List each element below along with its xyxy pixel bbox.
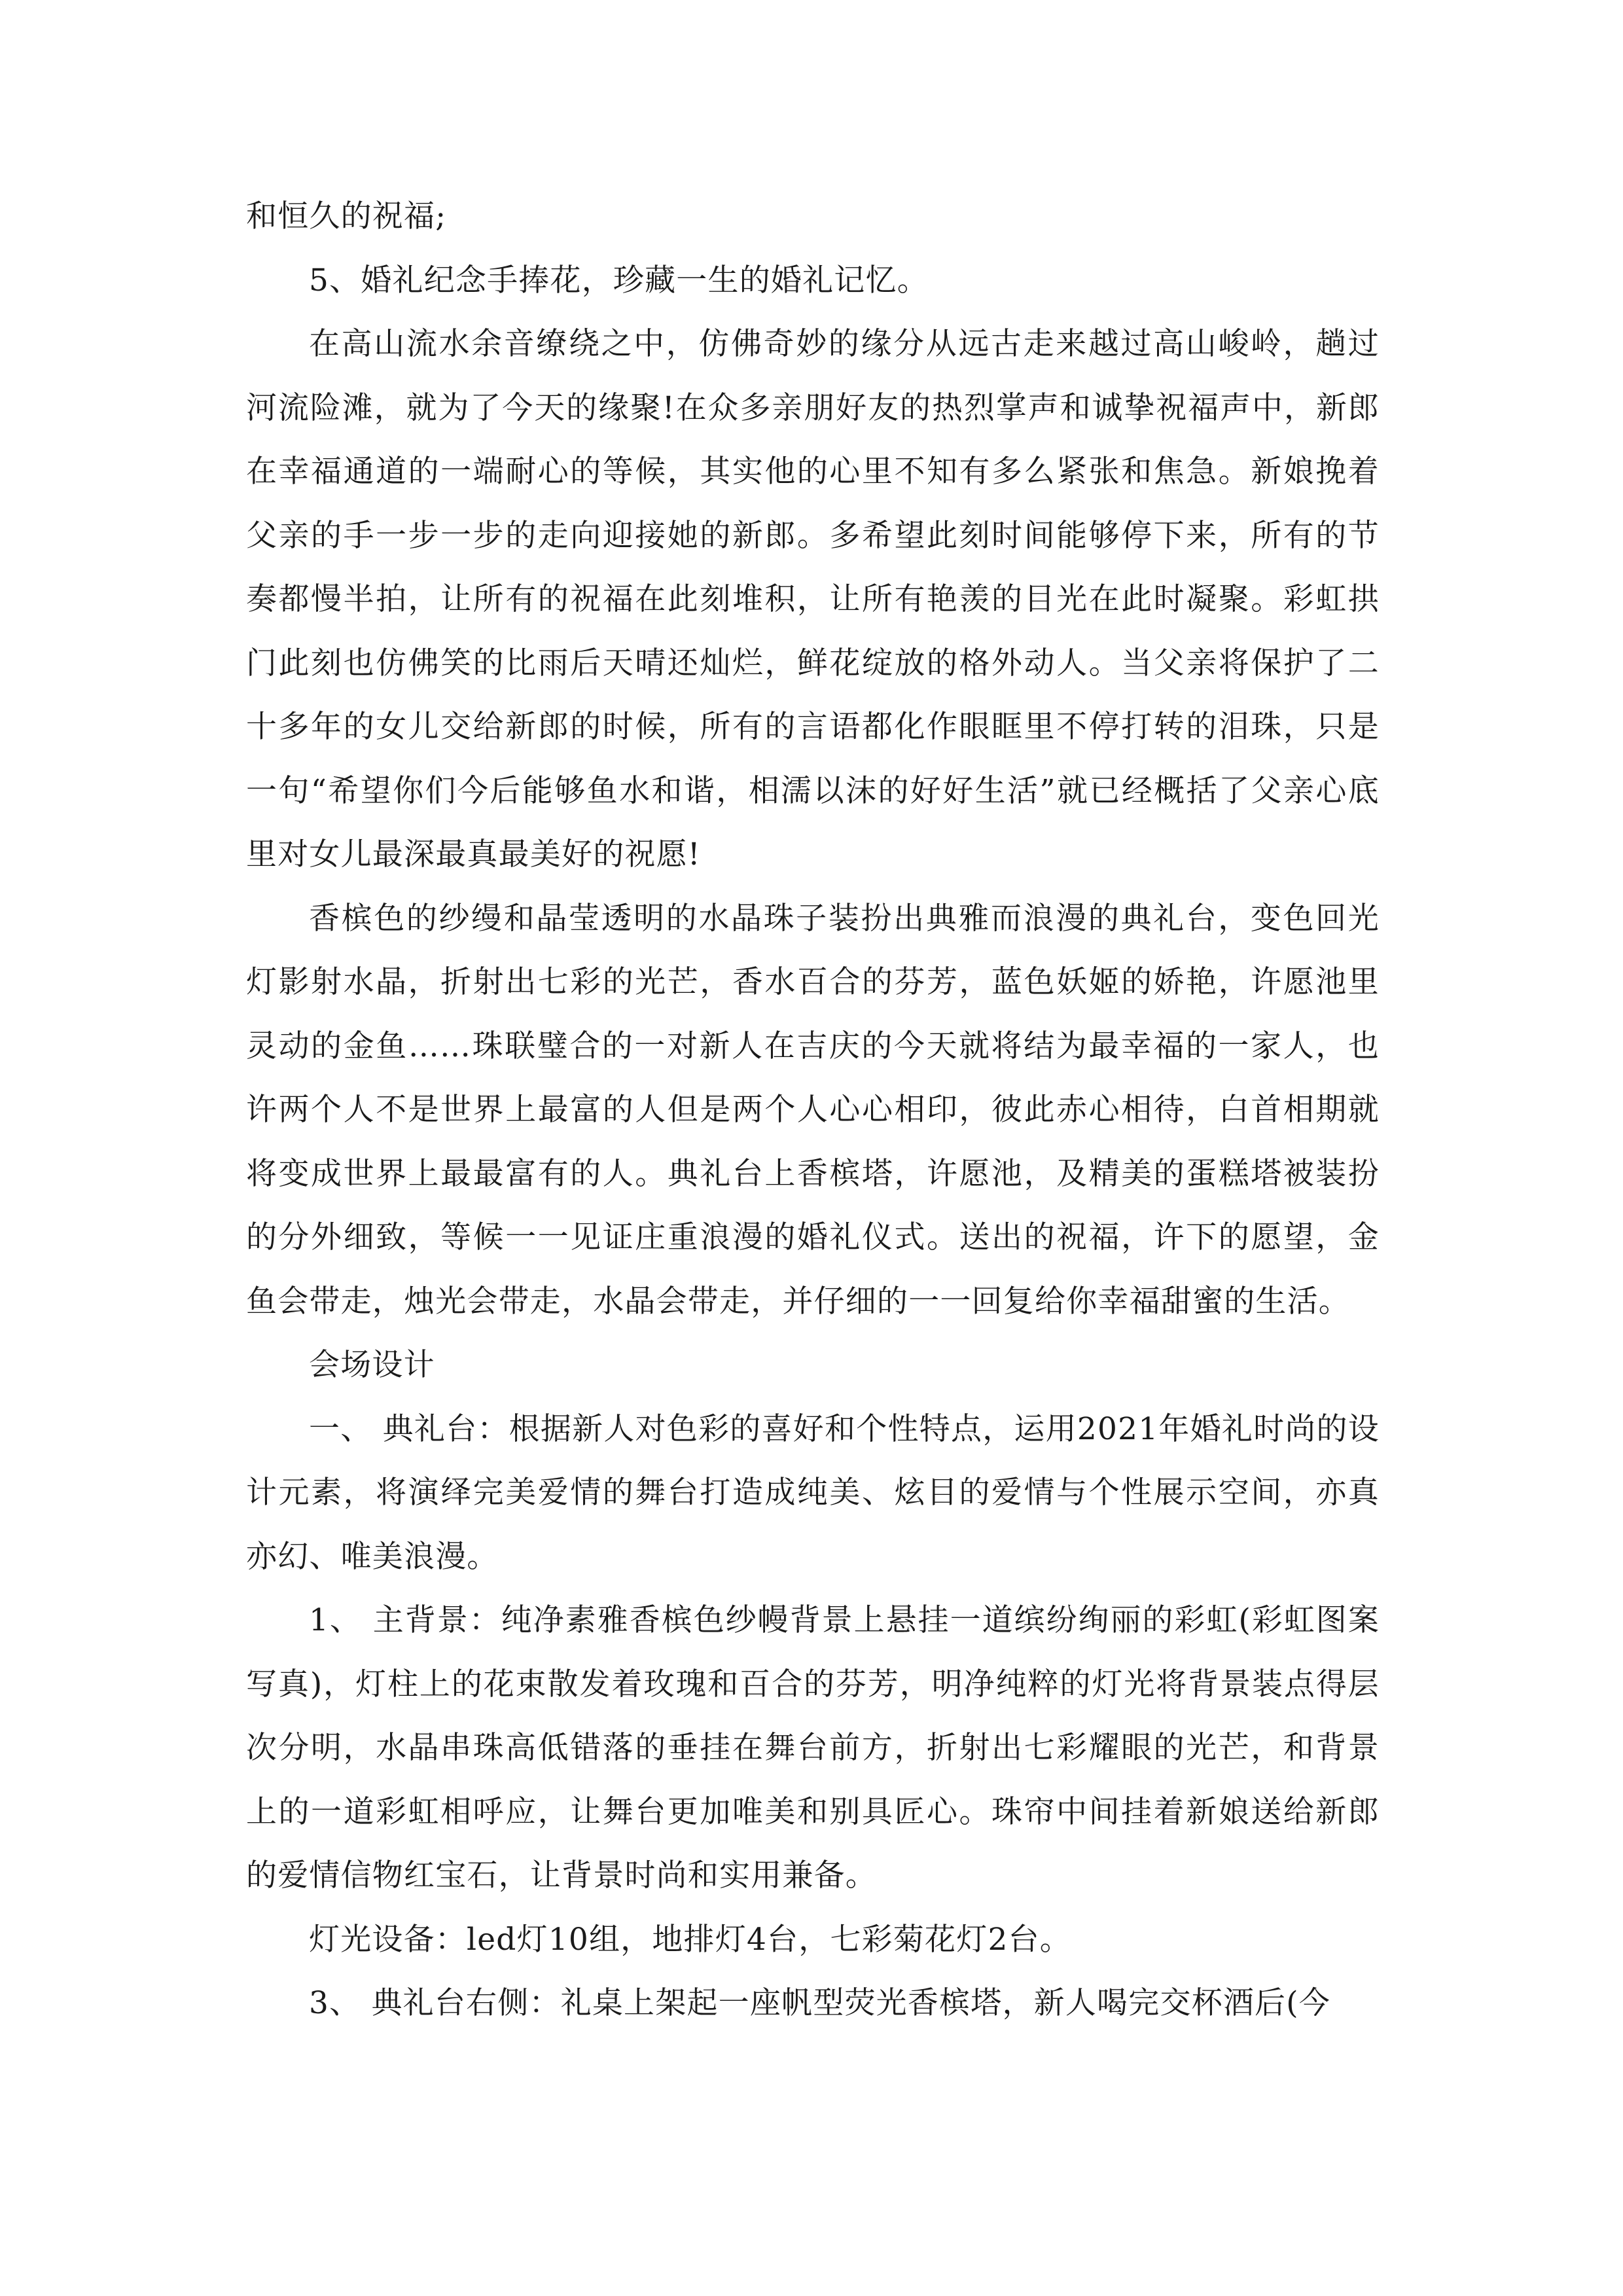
section-heading: 会场设计 (309, 1347, 435, 1383)
paragraph-7: 1、 主背景：纯净素雅香槟色纱幔背景上悬挂一道缤纷绚丽的彩虹(彩虹图案写真)，灯柱上的花束散发着玫瑰和百合的芬芳，明净纯粹的灯光将背景装点得层次分明，水晶串珠高低错落的垂挂在舞台前方，折射出七彩耀眼的光芒，和背景上的一道彩虹相呼应，让舞台更加唯美和别具匠心。珠帘中间挂着新娘送给新郎的爱情信物红宝石，让背景时尚和实用兼备。 (246, 1602, 1380, 1893)
paragraph-9: 3、 典礼台右侧：礼桌上架起一座帆型荧光香槟塔，新人喝完交杯酒后(今 (309, 1985, 1330, 2021)
paragraph-4: 香槟色的纱缦和晶莹透明的水晶珠子装扮出典雅而浪漫的典礼台，变色回光灯影射水晶，折射出七彩的光芒，香水百合的芬芳，蓝色妖姬的娇艳，许愿池里灵动的金鱼……珠联璧合的一对新人在吉庆的今天就将结为最幸福的一家人，也许两个人不是世界上最富的人但是两个人心心相印，彼此赤心相待，白首相期就将变成世界上最最富有的人。典礼台上香槟塔，许愿池，及精美的蛋糕塔被装扮的分外细致，等候一一见证庄重浪漫的婚礼仪式。送出的祝福，许下的愿望，金鱼会带走，烛光会带走，水晶会带走，并仔细的一一回复给你幸福甜蜜的生活。 (246, 900, 1380, 1319)
paragraph-8: 灯光设备：led灯10组，地排灯4台，七彩菊花灯2台。 (309, 1921, 1071, 1958)
body-text (246, 185, 1380, 2036)
paragraph-3: 在高山流水余音缭绕之中，仿佛奇妙的缘分从远古走来越过高山峻岭，趟过河流险滩，就为了今天的缘聚!在众多亲朋好友的热烈掌声和诚挚祝福声中，新郎在幸福通道的一端耐心的等候，其实他的心里不知有多么紧张和焦急。新娘挽着父亲的手一步一步的走向迎接她的新郎。多希望此刻时间能够停下来，所有的节奏都慢半拍，让所有的祝福在此刻堆积，让所有艳羡的目光在此时凝聚。彩虹拱门此刻也仿佛笑的比雨后天晴还灿烂，鲜花绽放的格外动人。当父亲将保护了二十多年的女儿交给新郎的时候，所有的言语都化作眼眶里不停打转的泪珠，只是一句“希望你们今后能够鱼水和谐，相濡以沫的好好生活”就已经概括了父亲心底里对女儿最深最真最美好的祝愿! (246, 326, 1380, 872)
paragraph-6: 一、 典礼台：根据新人对色彩的喜好和个性特点，运用2021年婚礼时尚的设计元素，将演绎完美爱情的舞台打造成纯美、炫目的爱情与个性展示空间，亦真亦幻、唯美浪漫。 (246, 1410, 1380, 1575)
paragraph-1: 和恒久的祝福; (246, 198, 447, 234)
paragraph-2: 5、婚礼纪念手捧花，珍藏一生的婚礼记忆。 (309, 262, 929, 298)
